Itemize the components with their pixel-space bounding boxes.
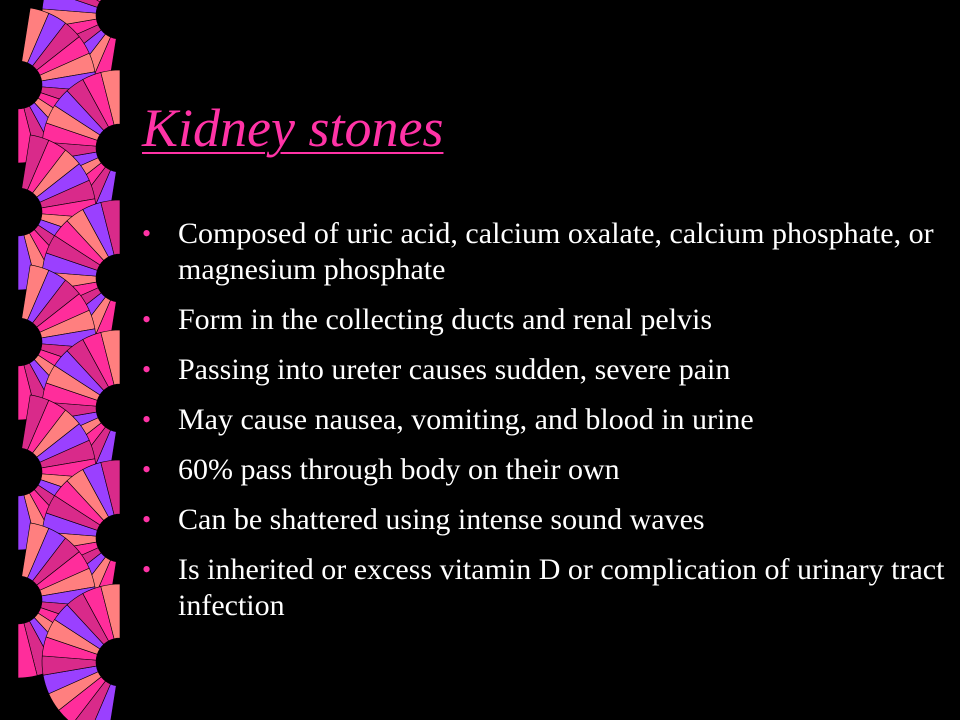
bullet-item xyxy=(142,552,952,624)
bullet-item xyxy=(142,452,952,488)
bullet-text: May cause nausea, vomiting, and blood in urine xyxy=(178,403,754,436)
bullet-item xyxy=(142,216,952,288)
bullet-marker: • xyxy=(142,305,152,334)
bullet-text: Can be shattered using intense sound waves xyxy=(178,503,705,536)
bullet-item xyxy=(142,352,952,388)
bullet-list xyxy=(142,216,952,638)
bullet-marker: • xyxy=(142,555,152,584)
bullet-marker: • xyxy=(142,405,152,434)
bullet-text: 60% pass through body on their own xyxy=(178,453,620,486)
slide-title: Kidney stones xyxy=(142,98,444,158)
bullet-text: Passing into ureter causes sudden, severe pain xyxy=(178,353,731,386)
bullet-marker: • xyxy=(142,219,152,248)
bullet-text: Composed of uric acid, calcium oxalate, calcium phosphate, or magnesium phosphate xyxy=(178,217,934,286)
bullet-marker: • xyxy=(142,455,152,484)
bullet-text: Is inherited or excess vitamin D or complication of urinary tract infection xyxy=(178,553,945,622)
bullet-text: Form in the collecting ducts and renal pelvis xyxy=(178,303,713,336)
bullet-marker: • xyxy=(142,355,152,384)
decorative-spiral-border xyxy=(0,0,140,720)
bullet-marker: • xyxy=(142,505,152,534)
bullet-item xyxy=(142,402,952,438)
bullet-item xyxy=(142,502,952,538)
bullet-item xyxy=(142,302,952,338)
